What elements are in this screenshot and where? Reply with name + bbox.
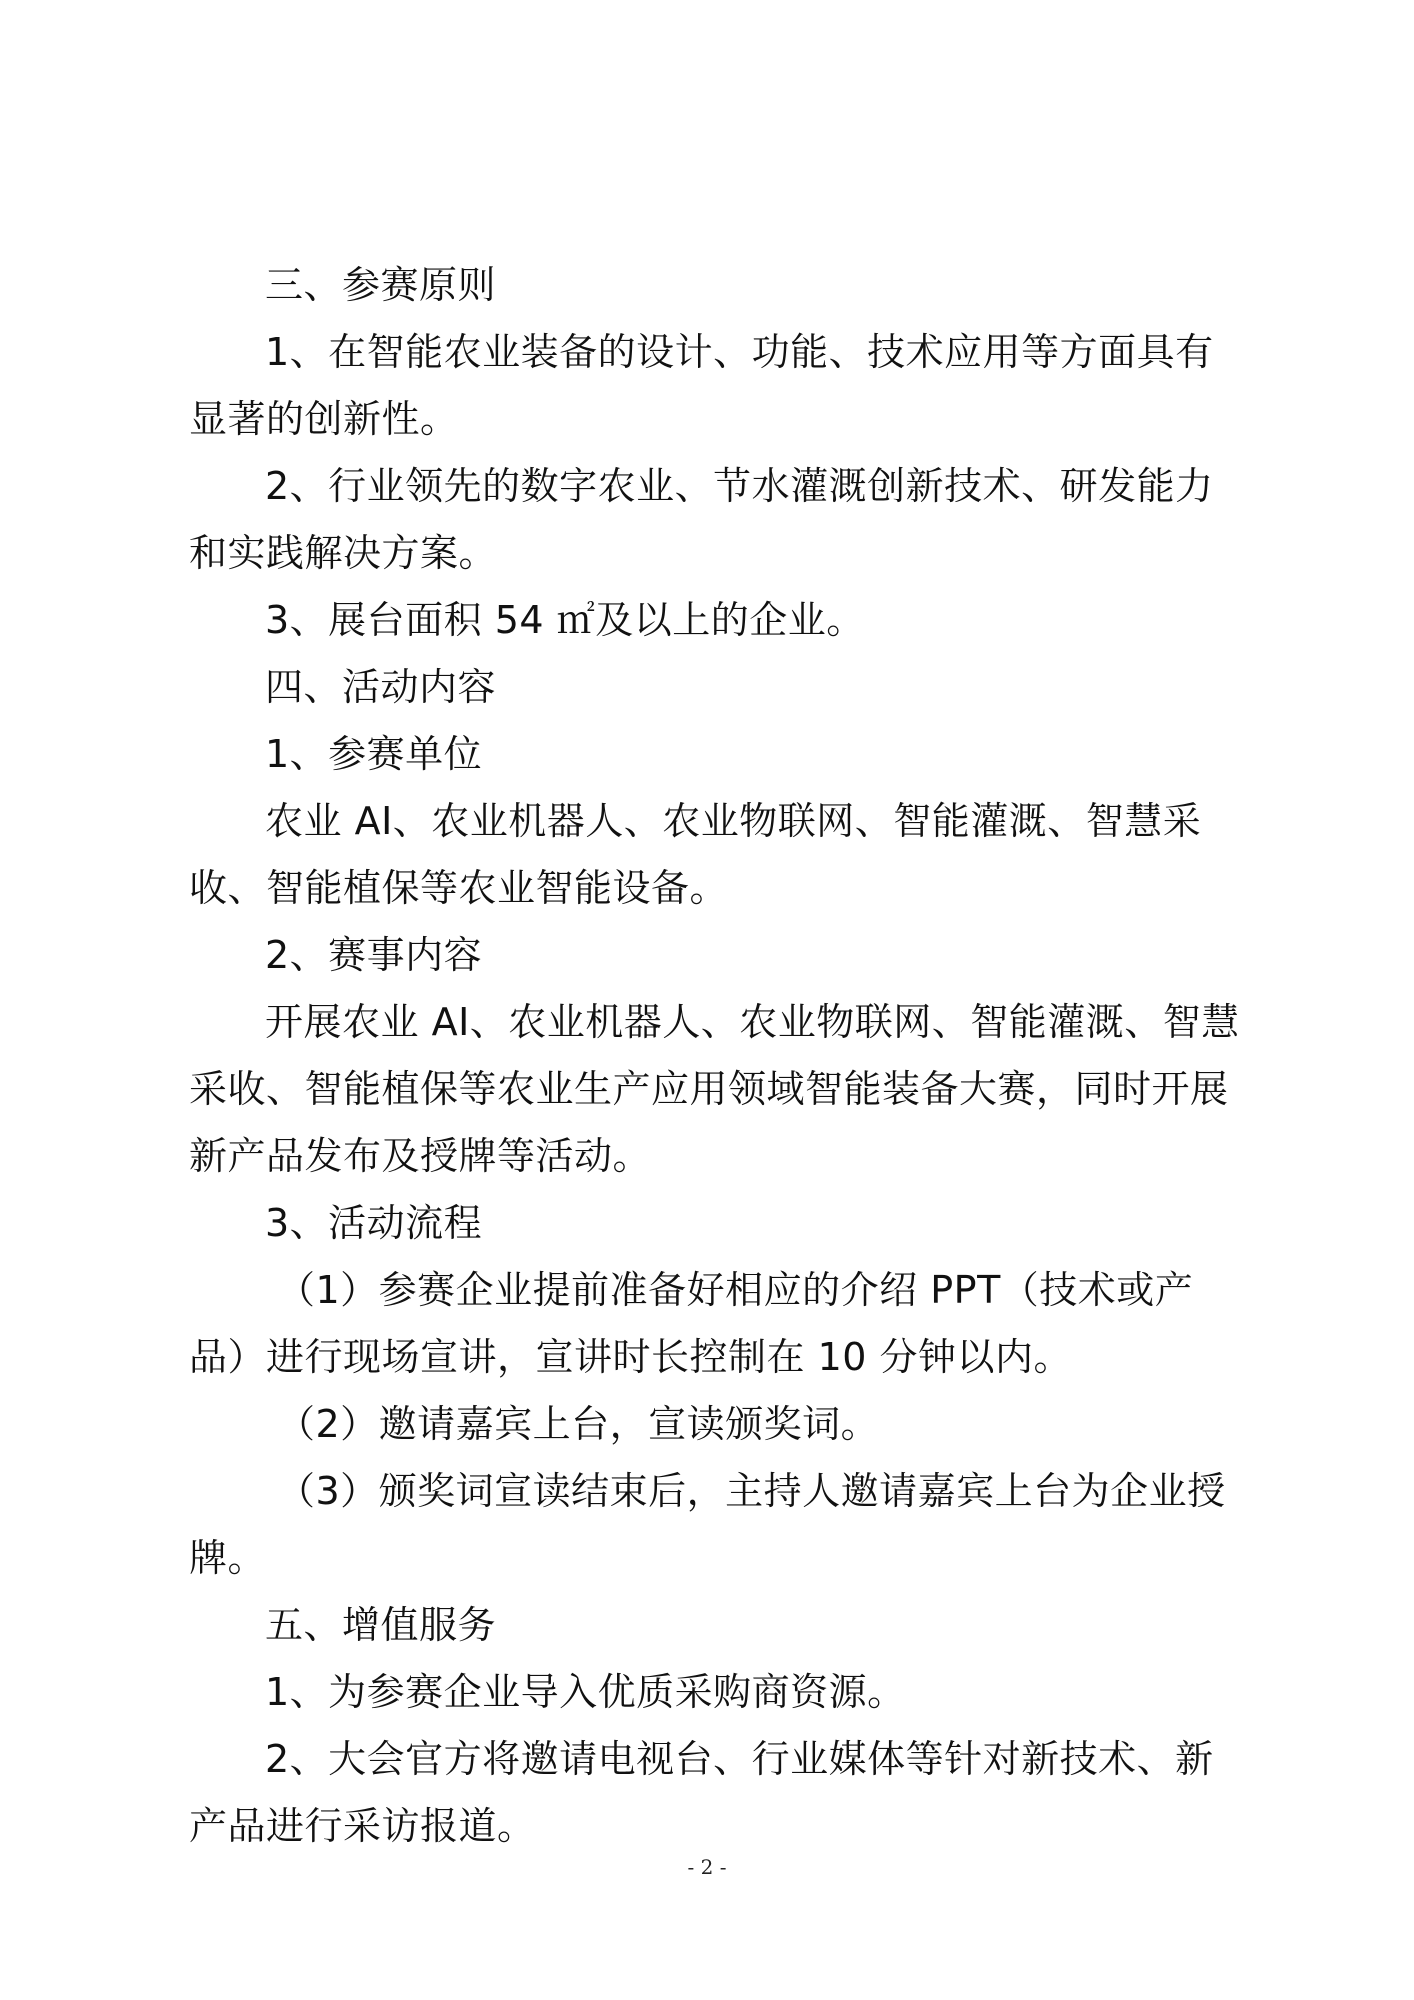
section-5-item-1: 1、为参赛企业导入优质采购商资源。 — [265, 1670, 906, 1714]
section-3-item-1: 1、在智能农业装备的设计、功能、技术应用等方面具有显著的创新性。 — [189, 330, 1214, 441]
section-4-sub-3-item-3: （3）颁奖词宣读结束后，主持人邀请嘉宾上台为企业授牌。 — [189, 1469, 1226, 1580]
section-5-heading: 五、增值服务 — [265, 1603, 497, 1647]
document-body — [189, 252, 1241, 1860]
section-4-heading: 四、活动内容 — [265, 665, 497, 709]
section-4-sub-1-heading: 1、参赛单位 — [265, 732, 483, 776]
section-3-item-3: 3、展台面积 54 ㎡及以上的企业。 — [265, 598, 865, 642]
section-5-item-2: 2、大会官方将邀请电视台、行业媒体等针对新技术、新产品进行采访报道。 — [189, 1737, 1214, 1848]
section-4-sub-3-heading: 3、活动流程 — [265, 1201, 483, 1245]
section-4-sub-2-heading: 2、赛事内容 — [265, 933, 483, 977]
section-3-heading: 三、参赛原则 — [265, 263, 497, 307]
page-number: - 2 - — [687, 1855, 727, 1879]
section-4-sub-3-item-2: （2）邀请嘉宾上台，宣读颁奖词。 — [277, 1402, 880, 1446]
section-4-sub-3-item-1: （1）参赛企业提前准备好相应的介绍 PPT（技术或产品）进行现场宣讲，宣讲时长控制在 10 分钟以内。 — [189, 1268, 1194, 1379]
section-4-sub-1-text: 农业 AI、农业机器人、农业物联网、智能灌溉、智慧采收、智能植保等农业智能设备。 — [189, 799, 1202, 910]
section-3-item-2: 2、行业领先的数字农业、节水灌溉创新技术、研发能力和实践解决方案。 — [189, 464, 1214, 575]
section-4-sub-2-text: 开展农业 AI、农业机器人、农业物联网、智能灌溉、智慧采收、智能植保等农业生产应用领域智能装备大赛，同时开展新产品发布及授牌等活动。 — [189, 1000, 1240, 1178]
